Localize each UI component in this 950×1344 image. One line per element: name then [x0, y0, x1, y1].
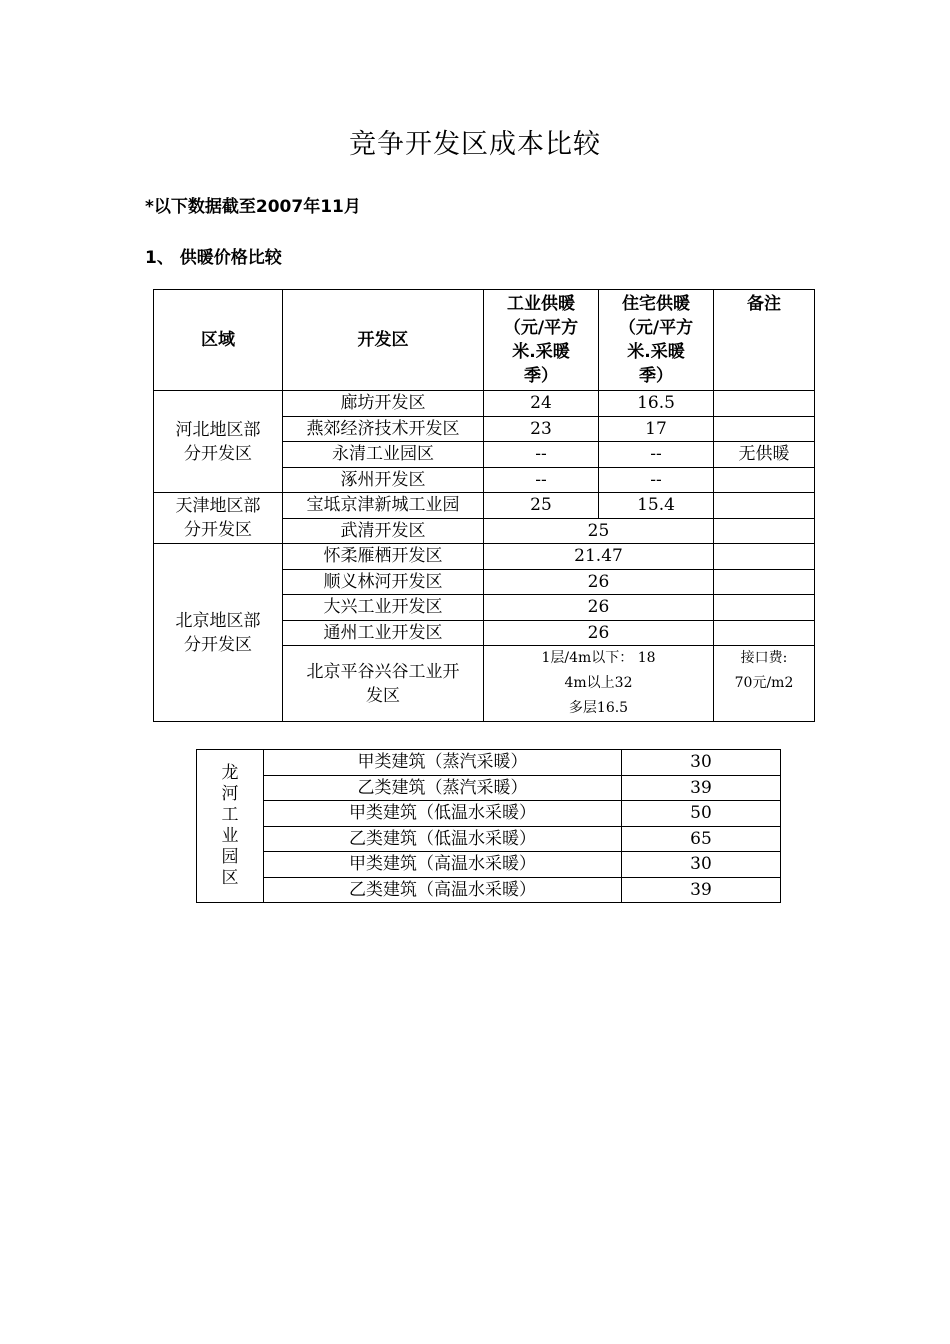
region-cell: 北京地区部 分开发区: [154, 544, 283, 722]
heating-price-table: [153, 289, 815, 722]
residential-cell: --: [599, 442, 714, 468]
industrial-cell: 25: [484, 493, 599, 519]
combined-price-cell: 25: [484, 518, 714, 544]
zone-cell: 永清工业园区: [283, 442, 484, 468]
price-cell: 50: [622, 801, 781, 827]
zone-cell: 通州工业开发区: [283, 620, 484, 646]
header-residential-heating: 住宅供暖 （元/平方 米.采暖 季）: [599, 290, 714, 391]
table-row: [154, 544, 815, 570]
industrial-cell: --: [484, 467, 599, 493]
residential-cell: 15.4: [599, 493, 714, 519]
combined-price-cell: 26: [484, 569, 714, 595]
page-title: 竞争开发区成本比较: [349, 129, 601, 160]
building-type-cell: 甲类建筑（高温水采暖）: [264, 852, 622, 878]
data-date-note: *以下数据截至2007年11月: [145, 197, 361, 217]
region-cell: 天津地区部 分开发区: [154, 493, 283, 544]
combined-price-cell: 26: [484, 595, 714, 621]
industrial-cell: 23: [484, 416, 599, 442]
building-type-cell: 乙类建筑（高温水采暖）: [264, 877, 622, 903]
building-type-cell: 乙类建筑（低温水采暖）: [264, 826, 622, 852]
remark-cell: [714, 595, 815, 621]
industrial-cell: --: [484, 442, 599, 468]
table-row: [197, 801, 781, 827]
residential-cell: --: [599, 467, 714, 493]
price-cell: 30: [622, 750, 781, 776]
building-type-cell: 甲类建筑（低温水采暖）: [264, 801, 622, 827]
zone-cell: 燕郊经济技术开发区: [283, 416, 484, 442]
table-row: [197, 750, 781, 776]
zone-cell: 涿州开发区: [283, 467, 484, 493]
remark-cell: [714, 620, 815, 646]
zone-cell: 大兴工业开发区: [283, 595, 484, 621]
remark-cell: [714, 518, 815, 544]
table-row: [197, 852, 781, 878]
remark-cell: [714, 544, 815, 570]
zone-cell: 宝坻京津新城工业园: [283, 493, 484, 519]
price-cell: 39: [622, 775, 781, 801]
table-row: [197, 826, 781, 852]
building-type-cell: 乙类建筑（蒸汽采暖）: [264, 775, 622, 801]
combined-price-cell: 21.47: [484, 544, 714, 570]
remark-cell: 接口费: 70元/m2: [714, 646, 815, 722]
header-region: 区域: [154, 290, 283, 391]
price-cell: 39: [622, 877, 781, 903]
zone-cell: 怀柔雁栖开发区: [283, 544, 484, 570]
zone-cell: 武清开发区: [283, 518, 484, 544]
table-row: [197, 877, 781, 903]
remark-cell: 无供暖: [714, 442, 815, 468]
remark-cell: [714, 416, 815, 442]
residential-cell: 17: [599, 416, 714, 442]
industrial-cell: 24: [484, 391, 599, 417]
remark-cell: [714, 467, 815, 493]
remark-cell: [714, 493, 815, 519]
combined-price-cell: 26: [484, 620, 714, 646]
combined-price-cell: 1层/4m以下： 18 4m以上32 多层16.5: [484, 646, 714, 722]
price-cell: 65: [622, 826, 781, 852]
zone-cell: 北京平谷兴谷工业开 发区: [283, 646, 484, 722]
longhe-park-table: [196, 749, 781, 903]
zone-cell: 顺义林河开发区: [283, 569, 484, 595]
section-heading: 1、 供暖价格比较: [145, 248, 282, 268]
header-zone: 开发区: [283, 290, 484, 391]
table-row: [197, 775, 781, 801]
region-cell: 河北地区部 分开发区: [154, 391, 283, 493]
table-row: [154, 391, 815, 417]
zone-cell: 廊坊开发区: [283, 391, 484, 417]
table-row: [154, 493, 815, 519]
park-label-cell: 龙 河 工 业 园 区: [197, 750, 264, 903]
price-cell: 30: [622, 852, 781, 878]
header-remark: 备注: [714, 290, 815, 391]
remark-cell: [714, 569, 815, 595]
remark-cell: [714, 391, 815, 417]
residential-cell: 16.5: [599, 391, 714, 417]
header-industrial-heating: 工业供暖 （元/平方 米.采暖 季）: [484, 290, 599, 391]
building-type-cell: 甲类建筑（蒸汽采暖）: [264, 750, 622, 776]
